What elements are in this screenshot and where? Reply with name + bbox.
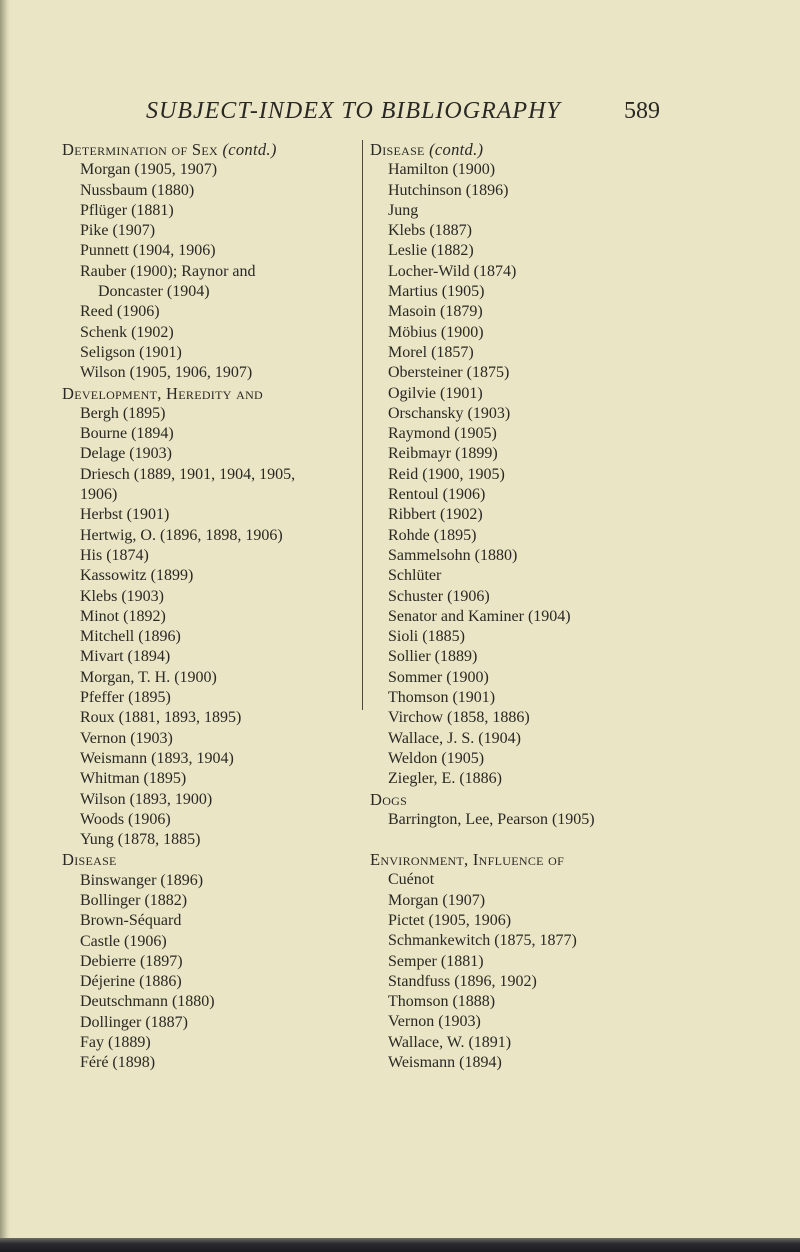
index-entry: Wilson (1905, 1906, 1907) bbox=[80, 364, 253, 382]
index-entry: Morgan (1905, 1907) bbox=[80, 161, 218, 179]
index-entry: Ziegler, E. (1886) bbox=[388, 770, 502, 788]
heading-text: Development, Heredity and bbox=[62, 383, 264, 403]
index-entry: Cuénot bbox=[388, 871, 435, 889]
index-entry: Weismann (1893, 1904) bbox=[80, 749, 234, 767]
section-gap bbox=[370, 830, 700, 850]
index-entry: Deutschmann (1880) bbox=[80, 993, 215, 1011]
index-entry: Thomson (1901) bbox=[388, 689, 496, 707]
index-entry: Dollinger (1887) bbox=[80, 1013, 188, 1031]
index-entry: Ogilvie (1901) bbox=[388, 384, 483, 402]
index-entry: Morgan (1907) bbox=[388, 891, 486, 909]
index-entry: Seligson (1901) bbox=[80, 343, 182, 361]
index-entry: Whitman (1895) bbox=[80, 770, 187, 788]
index-entry: Obersteiner (1875) bbox=[388, 364, 510, 382]
index-entry: Barrington, Lee, Pearson (1905) bbox=[388, 810, 595, 828]
column-divider bbox=[362, 140, 363, 710]
index-entry: Bergh (1895) bbox=[80, 404, 166, 422]
index-entry: Schuster (1906) bbox=[388, 587, 490, 605]
index-entry: Hamilton (1900) bbox=[388, 161, 496, 179]
index-entry: Reibmayr (1899) bbox=[388, 445, 498, 463]
index-entry: Klebs (1887) bbox=[388, 222, 472, 240]
index-heading bbox=[370, 140, 700, 160]
index-entry: Leslie (1882) bbox=[388, 242, 474, 260]
index-entry: Schlüter bbox=[388, 567, 442, 585]
index-entry: 1906) bbox=[80, 486, 118, 504]
index-entry: Minot (1892) bbox=[80, 607, 166, 625]
index-entry: Sammelsohn (1880) bbox=[388, 546, 518, 564]
index-entry: Orschansky (1903) bbox=[388, 404, 511, 422]
index-entry: Roux (1881, 1893, 1895) bbox=[80, 709, 242, 727]
index-heading bbox=[62, 850, 362, 870]
index-entry: Raymond (1905) bbox=[388, 425, 497, 443]
index-entry: Fay (1889) bbox=[80, 1034, 151, 1052]
running-title: SUBJECT-INDEX TO BIBLIOGRAPHY bbox=[146, 98, 561, 124]
heading-text: Disease bbox=[370, 140, 425, 159]
index-entry: His (1874) bbox=[80, 546, 149, 564]
index-entry: Reed (1906) bbox=[80, 303, 160, 321]
index-entry: Debierre (1897) bbox=[80, 952, 183, 970]
index-entry: Punnett (1904, 1906) bbox=[80, 242, 216, 260]
index-entry: Delage (1903) bbox=[80, 445, 172, 463]
index-heading bbox=[370, 850, 700, 870]
index-entry: Ribbert (1902) bbox=[388, 506, 483, 524]
index-heading bbox=[62, 384, 362, 404]
index-entry: Schmankewitch (1875, 1877) bbox=[388, 932, 577, 950]
index-entry: Brown-Séquard bbox=[80, 912, 182, 930]
index-entry: Schenk (1902) bbox=[80, 323, 174, 341]
index-entry: Woods (1906) bbox=[80, 810, 171, 828]
index-entry: Wallace, W. (1891) bbox=[388, 1033, 512, 1051]
page-binding-edge bbox=[0, 0, 10, 1252]
index-entry: Jung bbox=[388, 201, 419, 219]
index-entry: Klebs (1903) bbox=[80, 587, 164, 605]
index-entry: Rauber (1900); Raynor and bbox=[80, 262, 256, 280]
index-entry: Locher-Wild (1874) bbox=[388, 262, 517, 280]
index-heading bbox=[62, 140, 362, 160]
index-entry: Martius (1905) bbox=[388, 283, 485, 301]
index-entry: Féré (1898) bbox=[80, 1054, 156, 1072]
page-number: 589 bbox=[624, 98, 660, 124]
index-entry: Sommer (1900) bbox=[388, 668, 489, 686]
continued-marker: (contd.) bbox=[222, 140, 277, 159]
index-entry: Weldon (1905) bbox=[388, 749, 485, 767]
heading-text: Environment, Influence of bbox=[370, 850, 565, 870]
index-entry: Yung (1878, 1885) bbox=[80, 831, 201, 849]
index-entry: Mivart (1894) bbox=[80, 648, 171, 666]
index-entry: Weismann (1894) bbox=[388, 1054, 502, 1072]
heading-text: Disease bbox=[62, 850, 117, 870]
index-entry: Pflüger (1881) bbox=[80, 201, 174, 219]
index-entry: Thomson (1888) bbox=[388, 993, 496, 1011]
index-entry: Pfeffer (1895) bbox=[80, 689, 171, 707]
index-entry: Bollinger (1882) bbox=[80, 891, 188, 909]
index-entry: Vernon (1903) bbox=[388, 1013, 481, 1031]
index-entry: Rentoul (1906) bbox=[388, 486, 486, 504]
index-entry: Senator and Kaminer (1904) bbox=[388, 607, 571, 625]
heading-text: Determination of Sex bbox=[62, 140, 218, 159]
index-entry: Pictet (1905, 1906) bbox=[388, 911, 512, 929]
page-header bbox=[140, 98, 660, 128]
index-entry: Binswanger (1896) bbox=[80, 871, 204, 889]
index-entry: Morgan, T. H. (1900) bbox=[80, 668, 217, 686]
index-entry: Masoin (1879) bbox=[388, 303, 483, 321]
page-bottom-edge bbox=[0, 1238, 800, 1252]
index-heading bbox=[370, 790, 700, 810]
index-entry: Reid (1900, 1905) bbox=[388, 465, 505, 483]
index-entry: Virchow (1858, 1886) bbox=[388, 709, 530, 727]
index-entry: Hutchinson (1896) bbox=[388, 181, 509, 199]
index-entry: Déjerine (1886) bbox=[80, 973, 182, 991]
index-entry: Nussbaum (1880) bbox=[80, 181, 195, 199]
index-entry: Doncaster (1904) bbox=[98, 283, 210, 301]
index-entry: Kassowitz (1899) bbox=[80, 567, 194, 585]
continued-marker: (contd.) bbox=[429, 140, 484, 159]
index-entry: Hertwig, O. (1896, 1898, 1906) bbox=[80, 526, 283, 544]
index-entry: Standfuss (1896, 1902) bbox=[388, 972, 537, 990]
index-entry: Rohde (1895) bbox=[388, 526, 477, 544]
index-entry: Mitchell (1896) bbox=[80, 628, 181, 646]
heading-text: Dogs bbox=[370, 789, 408, 809]
index-entry: Morel (1857) bbox=[388, 343, 474, 361]
index-column-left bbox=[62, 140, 362, 1074]
index-column-right bbox=[370, 140, 700, 1073]
index-entry: Semper (1881) bbox=[388, 952, 484, 970]
index-entry: Sioli (1885) bbox=[388, 628, 465, 646]
index-entry: Möbius (1900) bbox=[388, 323, 484, 341]
index-entry: Sollier (1889) bbox=[388, 648, 478, 666]
index-entry: Castle (1906) bbox=[80, 932, 167, 950]
index-entry: Herbst (1901) bbox=[80, 506, 170, 524]
index-entry: Bourne (1894) bbox=[80, 425, 174, 443]
index-entry: Driesch (1889, 1901, 1904, 1905, bbox=[80, 465, 296, 483]
index-entry: Pike (1907) bbox=[80, 222, 156, 240]
index-entry: Wallace, J. S. (1904) bbox=[388, 729, 521, 747]
index-entry: Wilson (1893, 1900) bbox=[80, 790, 213, 808]
index-entry: Vernon (1903) bbox=[80, 729, 173, 747]
